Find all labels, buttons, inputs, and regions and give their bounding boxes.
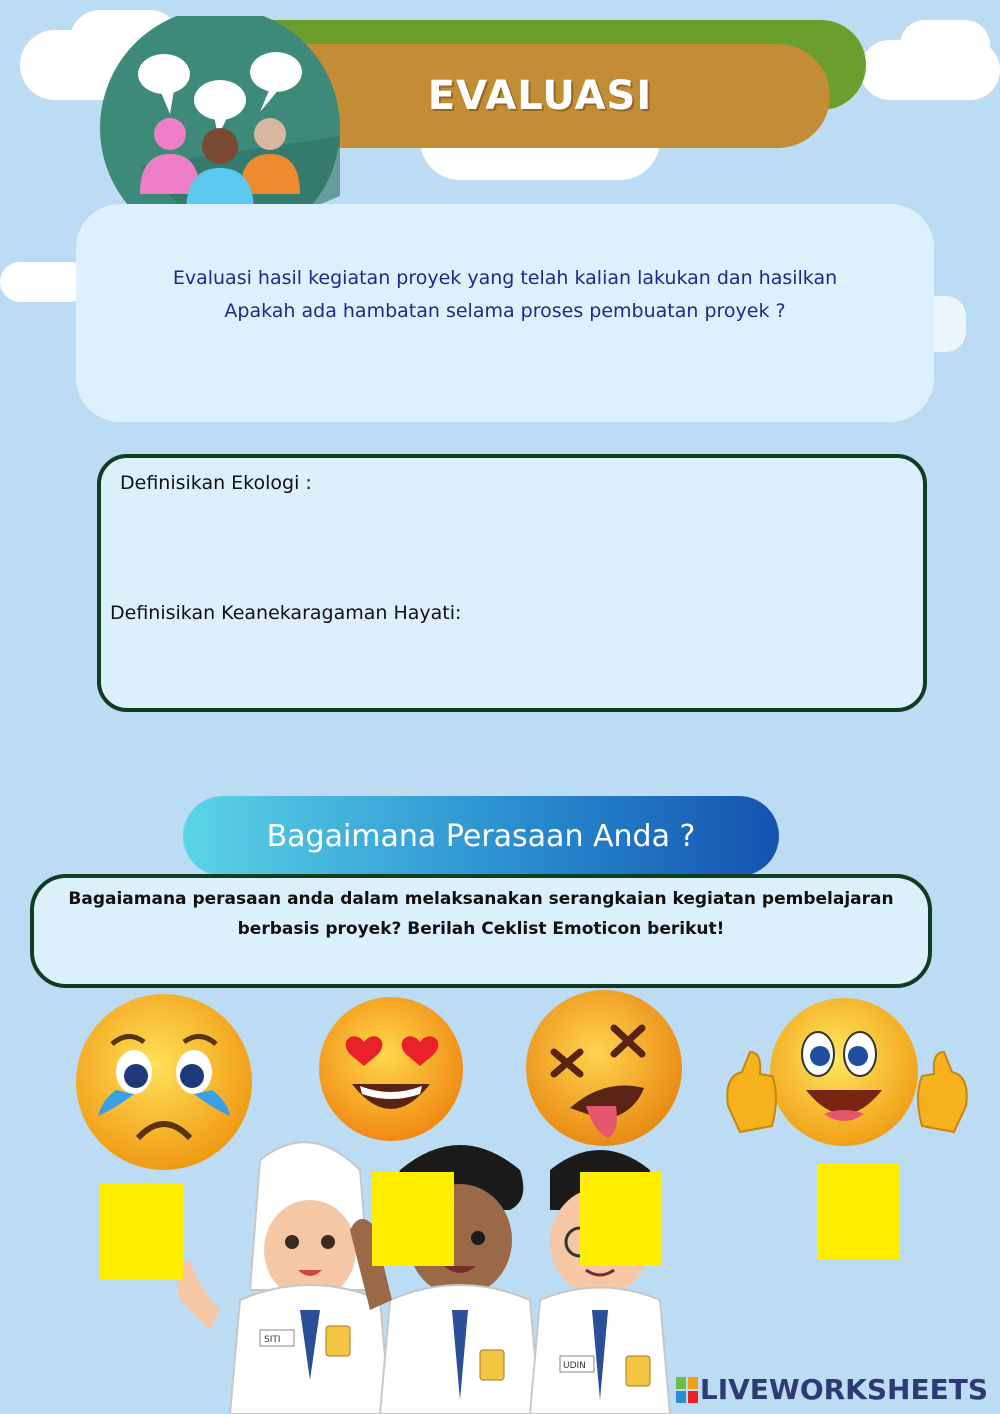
intro-text	[76, 262, 934, 328]
udin-name-badge: UDIN	[563, 1361, 586, 1371]
cloud-decoration	[900, 20, 990, 70]
feelings-question-line-2: berbasis proyek? Berilah Ceklist Emoticon berikut!	[237, 919, 725, 939]
intro-line-2: Apakah ada hambatan selama proses pembuatan proyek ?	[224, 300, 786, 322]
happy-thumbs-up-face-icon	[720, 996, 974, 1160]
liveworksheets-logo-icon	[676, 1377, 698, 1403]
crying-face-checkbox[interactable]	[100, 1184, 183, 1280]
heart-eyes-face-icon	[316, 994, 466, 1144]
keanekaragaman-hayati-label: Definisikan Keanekaragaman Hayati:	[110, 602, 462, 624]
happy-thumbs-up-face-checkbox[interactable]	[817, 1164, 900, 1259]
liveworksheets-logo	[676, 1373, 988, 1406]
feelings-question-line-1: Bagaiamana perasaan anda dalam melaksanakan serangkaian kegiatan pembelajaran	[68, 889, 894, 909]
student-siti	[177, 1142, 390, 1414]
feelings-question	[40, 884, 922, 944]
ekologi-answer-field[interactable]	[120, 504, 914, 592]
heart-eyes-face-checkbox[interactable]	[372, 1172, 454, 1266]
ekologi-label: Definisikan Ekologi :	[120, 472, 312, 494]
dizzy-tongue-face-icon	[524, 988, 684, 1148]
cloud-decoration	[930, 296, 966, 352]
intro-line-1: Evaluasi hasil kegiatan proyek yang telah kalian lakukan dan hasilkan	[172, 267, 838, 289]
page-title: EVALUASI	[427, 73, 653, 119]
siti-name-badge: SITI	[264, 1335, 281, 1345]
keanekaragaman-hayati-answer-field[interactable]	[110, 634, 914, 700]
crying-face-icon	[72, 990, 256, 1174]
feelings-title: Bagaimana Perasaan Anda ?	[183, 796, 779, 876]
dizzy-tongue-face-checkbox[interactable]	[580, 1172, 662, 1266]
liveworksheets-brand-name: LIVEWORKSHEETS	[699, 1373, 988, 1406]
